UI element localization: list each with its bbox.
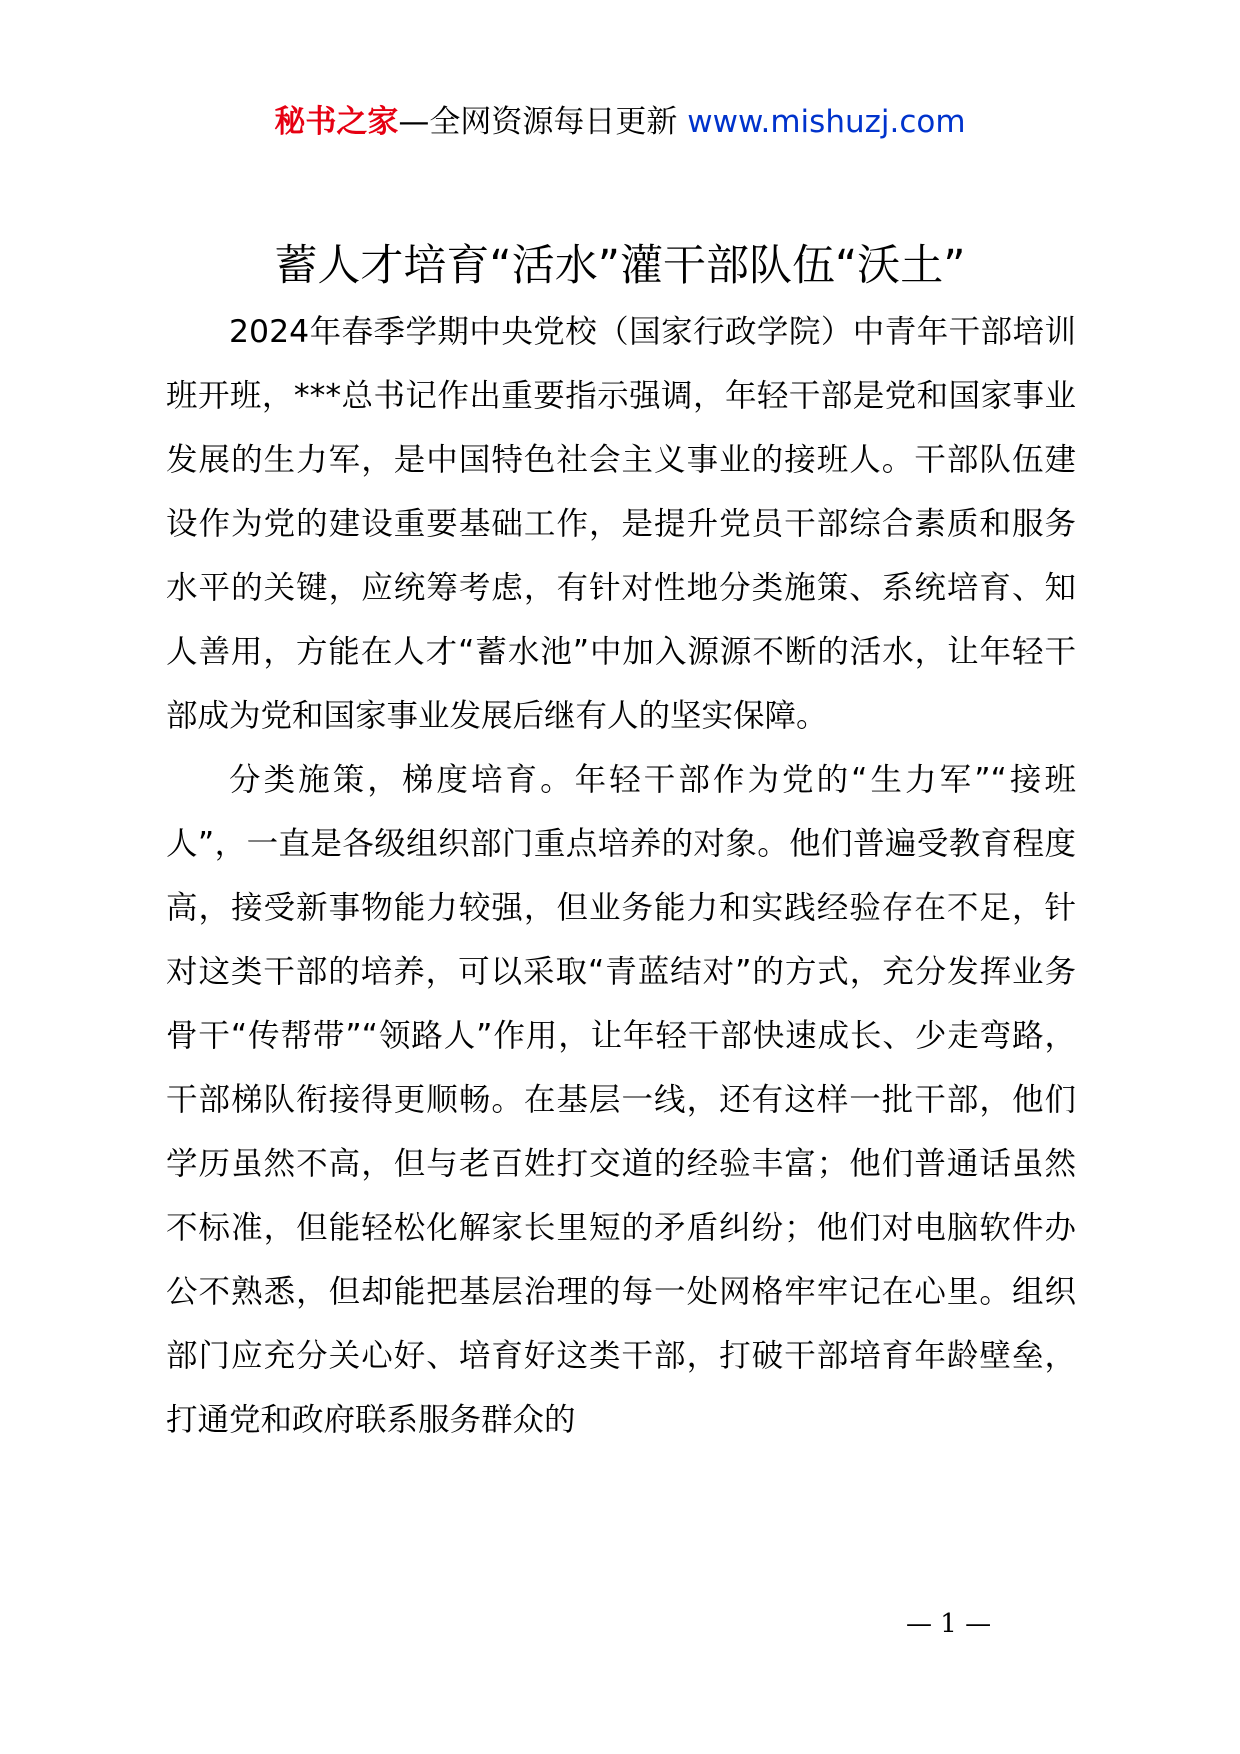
site-tagline: —全网资源每日更新 <box>398 104 678 140</box>
body-paragraph: 分类施策，梯度培育。年轻干部作为党的“生力军”“接班人”，一直是各级组织部门重点培养的对象。他们普遍受教育程度高，接受新事物能力较强，但业务能力和实践经验存在不足，针对这类干部的培养，可以采取“青蓝结对”的方式，充分发挥业务骨干“传帮带”“领路人”作用，让年轻干部快速成长、少走弯路，干部梯队衔接得更顺畅。在基层一线，还有这样一批干部，他们学历虽然不高，但与老百姓打交道的经验丰富；他们普通话虽然不标准，但能轻松化解家长里短的矛盾纠纷；他们对电脑软件办公不熟悉，但却能把基层治理的每一处网格牢牢记在心里。组织部门应充分关心好、培育好这类干部，打破干部培育年龄壁垒，打通党和政府联系服务群众的 <box>166 762 1076 1438</box>
document-title: 蓄人才培育“活水”灌干部队伍“沃土” <box>274 241 966 291</box>
site-brand-name: 秘书之家 <box>274 104 399 140</box>
body-paragraph: 2024年春季学期中央党校（国家行政学院）中青年干部培训班开班，***总书记作出重要指示强调，年轻干部是党和国家事业发展的生力军，是中国特色社会主义事业的接班人。干部队伍建设作为党的建设重要基础工作，是提升党员干部综合素质和服务水平的关键，应统筹考虑，有针对性地分类施策、系统培育、知人善用，方能在人才“蓄水池”中加入源源不断的活水，让年轻干部成为党和国家事业发展后继有人的坚实保障。 <box>166 314 1076 734</box>
site-url-link[interactable]: www.mishuzj.com <box>687 104 966 140</box>
document-body <box>166 300 1076 1452</box>
page-number: — 1 — <box>906 1609 992 1639</box>
site-header-banner <box>0 98 1240 146</box>
